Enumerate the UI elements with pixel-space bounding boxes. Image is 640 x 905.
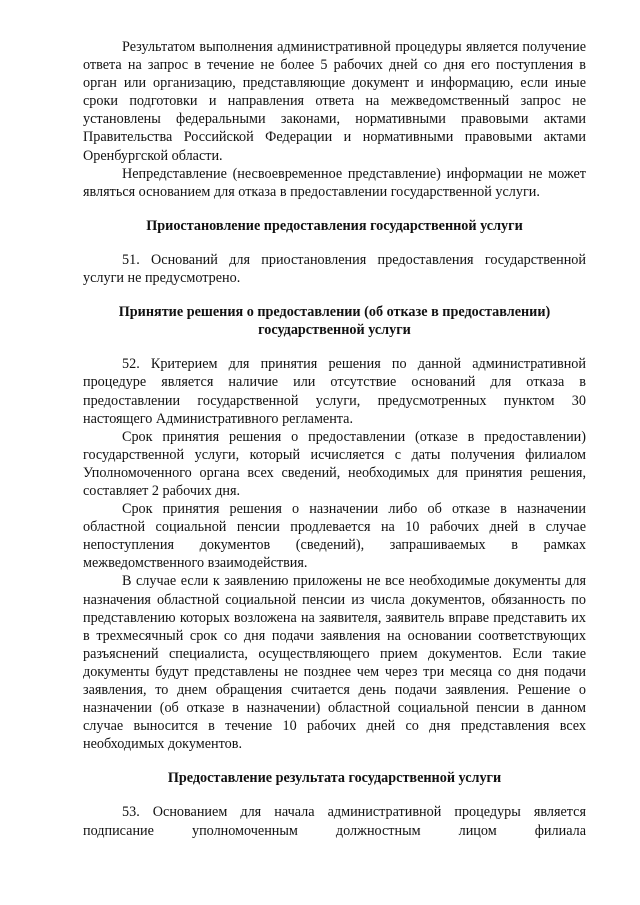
- heading-decision-line2: государственной услуги: [258, 322, 411, 339]
- paragraph-53: 53. Основанием для начала административной процедуры является подписание уполномоченным должностным лицом филиала: [83, 804, 586, 839]
- paragraph-term: Срок принятия решения о предоставлении (отказе в предоставлении) государственной услуги, который исчисляется с даты получения филиалом Уполномоченного органа всех сведений, необходимых для принятия решения, составляет 2 рабочих дня.: [83, 428, 586, 499]
- paragraph-52: 52. Критерием для принятия решения по данной административной процедуре является наличие или отсутствие оснований для отказа в предоставлении государственной услуги, предусмотренных пунктом 30 настоящего Административного регламента.: [83, 356, 586, 427]
- heading-decision-line1: Принятие решения о предоставлении (об отказе в предоставлении): [118, 304, 551, 321]
- heading-suspension: Приостановление предоставления государственной услуги: [146, 217, 523, 234]
- heading-decision: [83, 303, 586, 339]
- paragraph-result-intro: Результатом выполнения административной процедуры является получение ответа на запрос в течение не более 5 рабочих дней со дня его поступления в орган или организацию, представляющие документ и информацию, если иные сроки подготовки и направления ответа на межведомственный запрос не установлены федеральными законами, нормативными правовыми актами Правительства Российской Федерации и нормативными правовыми актами Оренбургской области.: [83, 39, 586, 164]
- paragraph-51: 51. Оснований для приостановления предоставления государственной услуги не предусмотрено.: [83, 251, 586, 287]
- paragraph-incomplete: В случае если к заявлению приложены не все необходимые документы для назначения областной социальной пенсии из числа документов, обязанность по представлению которых возложена на заявителя, заявитель вправе представить их в трехмесячный срок со дня подачи заявления на основании соответствующих разъяснений специалиста, осуществляющего прием документов. Если такие документы будут представлены не позднее чем через три месяца со дня подачи заявления, то днем обращения считается день подачи заявления. Решение о назначении (об отказе в назначении) областной социальной пенсии в данном случае выносится в течение 10 рабочих дней со дня представления всех необходимых документов.: [83, 573, 586, 753]
- heading-result: Предоставление результата государственной услуги: [167, 770, 502, 787]
- paragraph-extension: Срок принятия решения о назначении либо об отказе в назначении областной социальной пенсии продлевается на 10 рабочих дней в случае непоступления документов (сведений), запрашиваемых в рамках межведомственного взаимодействия.: [83, 501, 586, 572]
- document-page: [83, 38, 586, 840]
- paragraph-nonsubmission: Непредставление (несвоевременное представление) информации не может являться основанием для отказа в предоставлении государственной услуги.: [83, 165, 586, 200]
